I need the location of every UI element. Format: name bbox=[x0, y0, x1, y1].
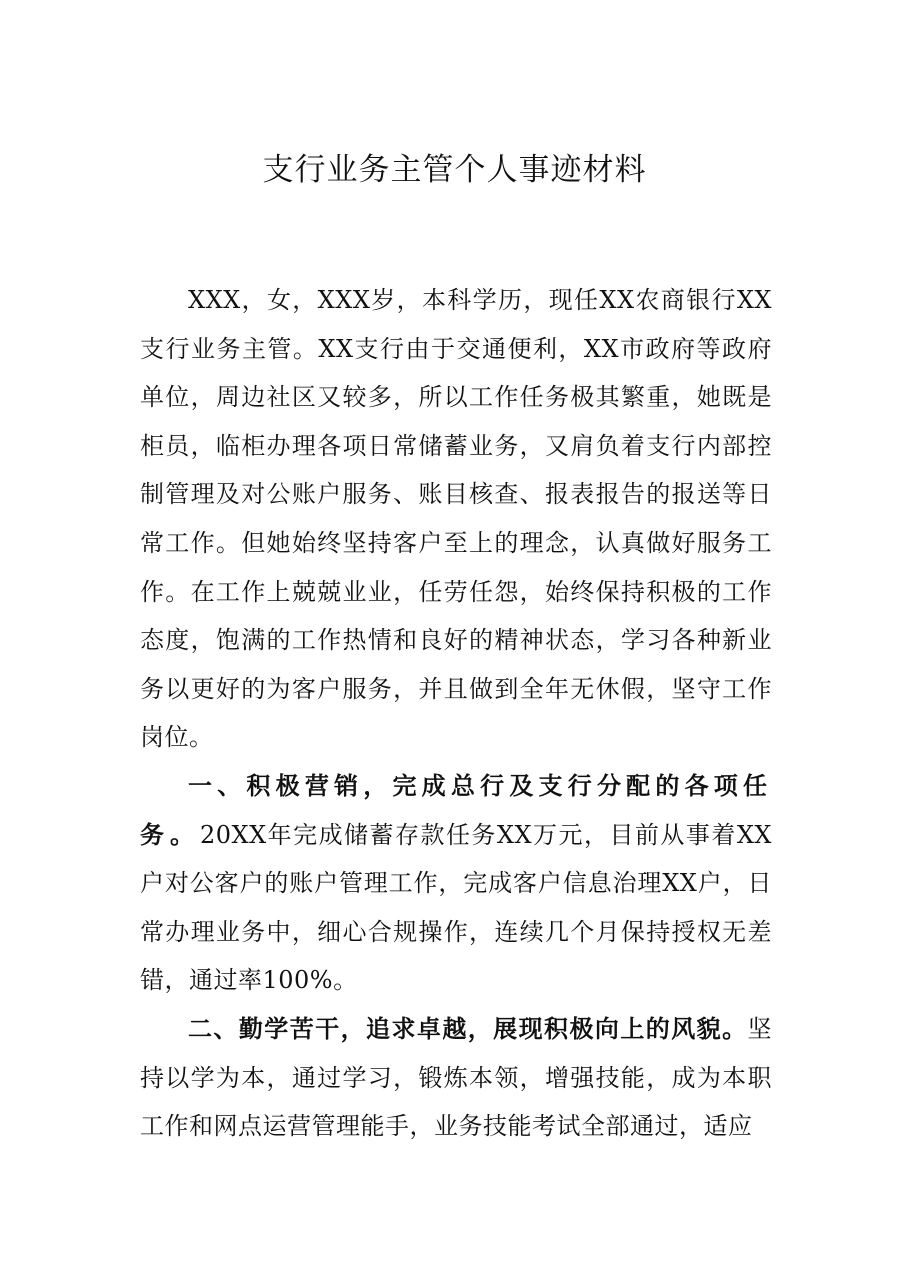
document-body bbox=[140, 276, 772, 1151]
section-one-text: 20XX年完成储蓄存款任务XX万元，目前从事着XX户对公客户的账户管理工作，完成客户信息治理XX户，日常办理业务中，细心合规操作，连续几个月保持授权无差错，通过率100%。 bbox=[140, 820, 772, 995]
paragraph-section-one bbox=[140, 762, 772, 1005]
document-title: 支行业务主管个人事迹材料 bbox=[262, 152, 647, 188]
paragraph-text: XXX，女，XXX岁，本科学历，现任XX农商银行XX支行业务主管。XX支行由于交通便利，XX市政府等政府单位，周边社区又较多，所以工作任务极其繁重，她既是柜员，临柜办理各项日常储蓄业务，又肩负着支行内部控制管理及对公账户服务、账目核查、报表报告的报送等日常工作。但她始终坚持客户至上的理念，认真做好服务工作。在工作上兢兢业业，任劳任怨，始终保持积极的工作态度，饱满的工作热情和良好的精神状态，学习各种新业务以更好的为客户服务，并且做到全年无休假，坚守工作岗位。 bbox=[140, 286, 772, 752]
section-one-heading: 一、积极营销，完成总行及支行分配的各项任务。 bbox=[140, 771, 772, 849]
section-two-heading: 二、勤学苦干，追求卓越，展现积极向上的风貌。 bbox=[188, 1014, 748, 1043]
paragraph-intro bbox=[140, 276, 772, 762]
paragraph-section-two bbox=[140, 1005, 772, 1151]
section-two-text: 坚持以学为本，通过学习，锻炼本领，增强技能，成为本职工作和网点运营管理能手，业务技能考试全部通过，适应 bbox=[140, 1014, 772, 1141]
